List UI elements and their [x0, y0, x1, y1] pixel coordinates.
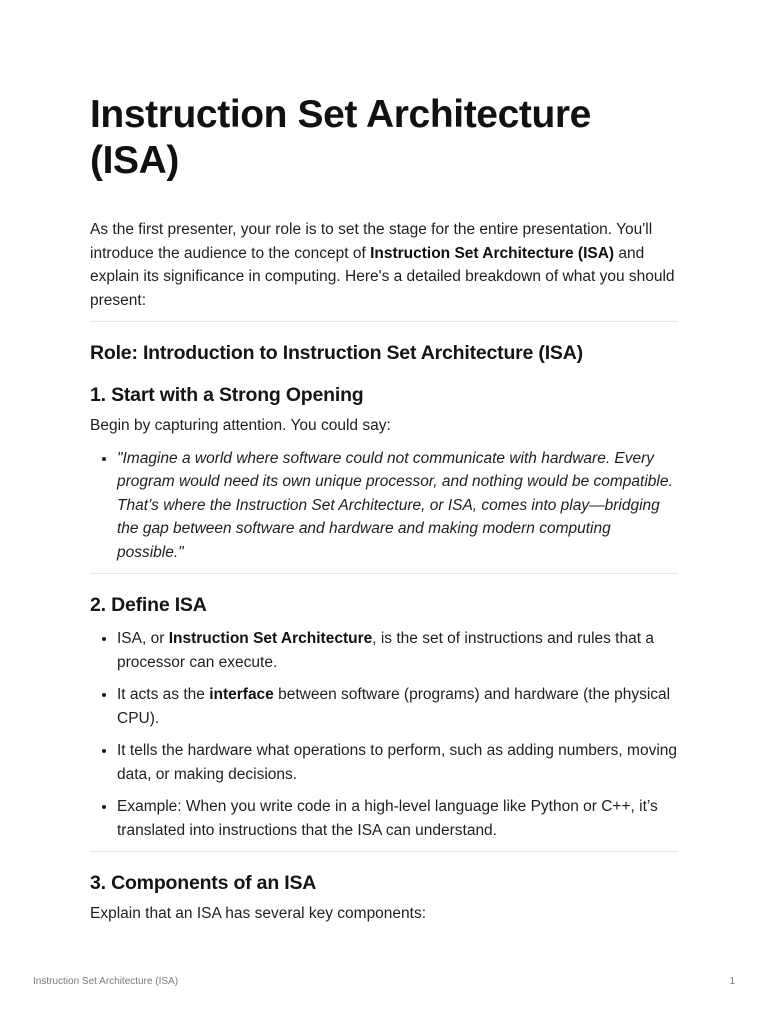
list-item: [117, 683, 678, 730]
document-page: [90, 92, 678, 926]
intro-bold-term: Instruction Set Architecture (ISA): [370, 244, 615, 262]
section-2-list: [90, 627, 678, 842]
section-1-heading: 1. Start with a Strong Opening: [90, 384, 364, 406]
intro-paragraph: [90, 218, 678, 312]
list-item: • Example: When you write code in a high-level language like Python or C++, it’s translated into instructions that the ISA can understand.: [117, 795, 678, 842]
list-item-bold: Instruction Set Architecture: [168, 630, 373, 647]
list-item-text: , is the set of instructions and rules that a processor can execute.: [117, 630, 654, 671]
list-item: [117, 627, 678, 674]
divider: [90, 573, 678, 574]
page-title: Instruction Set Architecture (ISA): [90, 93, 591, 182]
footer-page-number: 1: [729, 976, 735, 987]
divider: [90, 321, 678, 322]
list-item: • It tells the hardware what operations to perform, such as adding numbers, moving data, or making decisions.: [117, 739, 678, 786]
section-1-list: [90, 447, 678, 565]
quote-item: • "Imagine a world where software could not communicate with hardware. Every program would need its own unique processor, and nothing would be compatible. That’s where the Instruction Set Architecture, or ISA, comes into play—bridging the gap between software and hardware and making modern computing possible.": [117, 447, 678, 565]
section-1-lead: Begin by capturing attention. You could say:: [90, 417, 391, 434]
list-item-text: It acts as the: [117, 686, 210, 703]
intro-text-2: and explain its significance in computing. Here's a detailed breakdown of what you should present:: [90, 244, 675, 309]
list-item-text: between software (programs) and hardware (the physical CPU).: [117, 686, 671, 727]
role-heading: Role: Introduction to Instruction Set Architecture (ISA): [90, 342, 583, 364]
section-2-heading: 2. Define ISA: [90, 594, 207, 616]
section-3-lead: Explain that an ISA has several key components:: [90, 905, 427, 922]
divider: [90, 851, 678, 852]
footer-document-title: Instruction Set Architecture (ISA): [33, 976, 179, 987]
intro-text-1: As the first presenter, your role is to set the stage for the entire presentation. You'll introduce the audience to the concept of: [90, 221, 653, 262]
section-3-heading: 3. Components of an ISA: [90, 872, 317, 894]
list-item-bold: interface: [209, 686, 274, 703]
list-item-text: ISA, or: [117, 630, 169, 647]
